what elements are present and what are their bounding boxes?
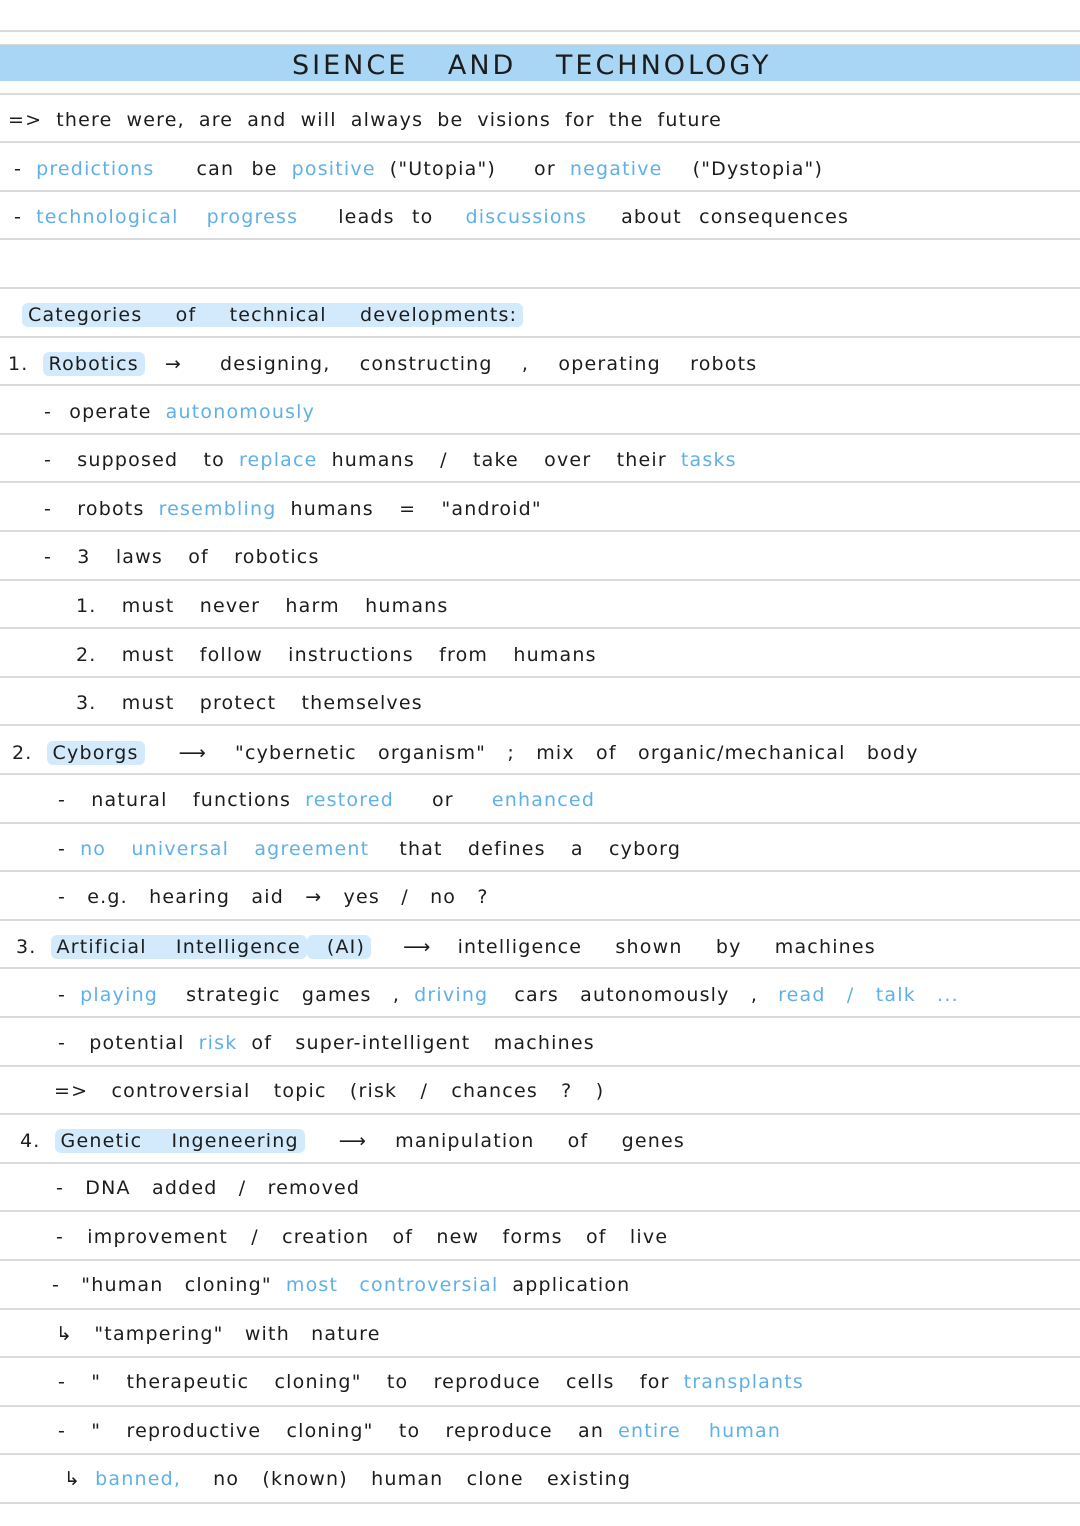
notebook-rule-line [0, 238, 1080, 240]
genetics-bullet-banned: ↳ banned, no (known) human clone existing [64, 1468, 632, 1490]
notebook-rule-line [0, 773, 1080, 775]
categories-heading: Categories of technical developments: [22, 303, 523, 327]
notebook-rule-line [0, 1502, 1080, 1504]
notebook-rule-line [0, 1453, 1080, 1455]
robotics-label: Robotics [43, 352, 145, 376]
notebook-rule-line [0, 93, 1080, 95]
notebook-rule-line [0, 141, 1080, 143]
notebook-rule-line [0, 481, 1080, 483]
notebook-rule-line [0, 967, 1080, 969]
notebook-rule-line [0, 190, 1080, 192]
notebook-rule-line [0, 1065, 1080, 1067]
robotics-bullet-autonomously: - operate autonomously [44, 401, 316, 423]
notebook-rule-line [0, 1405, 1080, 1407]
notebook-rule-line [0, 1356, 1080, 1358]
robotics-law-3: 3. must protect themselves [76, 692, 423, 714]
intro-line-visions: => there were, are and will always be visions for the future [8, 109, 723, 131]
notebook-rule-line [0, 870, 1080, 872]
notebook-rule-line [0, 627, 1080, 629]
notebook-rule-line [0, 30, 1080, 32]
genetics-bullet-therapeutic: - " therapeutic cloning" to reproduce cells for transplants [58, 1371, 805, 1393]
ai-conclusion: => controversial topic (risk / chances ? ) [54, 1080, 605, 1102]
notebook-rule-line [0, 1210, 1080, 1212]
robotics-law-1: 1. must never harm humans [76, 595, 449, 617]
notebook-rule-line [0, 384, 1080, 386]
robotics-bullet-laws: - 3 laws of robotics [44, 546, 320, 568]
robotics-bullet-replace: - supposed to replace humans / take over their tasks [44, 449, 737, 471]
cyborgs-label: Cyborgs [47, 741, 145, 765]
genetics-bullet-dna: - DNA added / removed [56, 1177, 361, 1199]
notebook-rule-line [0, 579, 1080, 581]
intro-line-progress: - technological progress leads to discussions about consequences [14, 206, 850, 228]
notebook-rule-line [0, 433, 1080, 435]
robotics-heading: 1. Robotics → designing, constructing , operating robots [8, 353, 758, 375]
notebook-rule-line [0, 1016, 1080, 1018]
ai-bullet-examples: - playing strategic games , driving cars autonomously , read / talk ... [58, 984, 959, 1006]
arrow-icon: ⟶ [403, 936, 432, 958]
ai-label: Artificial Intelligence [51, 935, 307, 959]
genetics-bullet-tampering: ↳ "tampering" with nature [56, 1323, 381, 1345]
cyborgs-bullet-hearing-aid: - e.g. hearing aid → yes / no ? [58, 886, 489, 908]
genetics-bullet-reproductive: - " reproductive cloning" to reproduce an entire human [58, 1420, 782, 1442]
genetics-heading: 4. Genetic Ingeneering ⟶ manipulation of genes [20, 1130, 686, 1152]
cyborgs-bullet-functions: - natural functions restored or enhanced [58, 789, 596, 811]
notebook-rule-line [0, 1259, 1080, 1261]
genetics-bullet-human-cloning: - "human cloning" most controversial application [52, 1274, 631, 1296]
notebook-rule-line [0, 336, 1080, 338]
notebook-rule-line [0, 919, 1080, 921]
notebook-rule-line [0, 287, 1080, 289]
genetics-label: Genetic Ingeneering [55, 1129, 305, 1153]
notebook-rule-line [0, 1162, 1080, 1164]
notebook-rule-line [0, 1113, 1080, 1115]
cyborgs-heading: 2. Cyborgs ⟶ "cybernetic organism" ; mix of organic/mechanical body [12, 742, 919, 764]
genetics-bullet-improvement: - improvement / creation of new forms of live [56, 1226, 669, 1248]
ai-bullet-risk: - potential risk of super-intelligent machines [58, 1032, 595, 1054]
arrow-icon: → [164, 353, 182, 375]
arrow-icon: ⟶ [338, 1130, 368, 1152]
ai-heading: 3. Artificial Intelligence (AI) ⟶ intelligence shown by machines [16, 936, 876, 958]
notebook-rule-line [0, 530, 1080, 532]
robotics-bullet-android: - robots resembling humans = "android" [44, 498, 542, 520]
notebook-rule-line [0, 676, 1080, 678]
intro-line-predictions: - predictions can be positive ("Utopia") or negative ("Dystopia") [14, 158, 824, 180]
cyborgs-bullet-agreement: - no universal agreement that defines a cyborg [58, 838, 682, 860]
notebook-rule-line [0, 1308, 1080, 1310]
robotics-law-2: 2. must follow instructions from humans [76, 644, 597, 666]
notebook-rule-line [0, 724, 1080, 726]
notebook-rule-line [0, 822, 1080, 824]
page-title: SIENCE AND TECHNOLOGY [292, 50, 772, 81]
arrow-icon: ⟶ [178, 742, 208, 764]
